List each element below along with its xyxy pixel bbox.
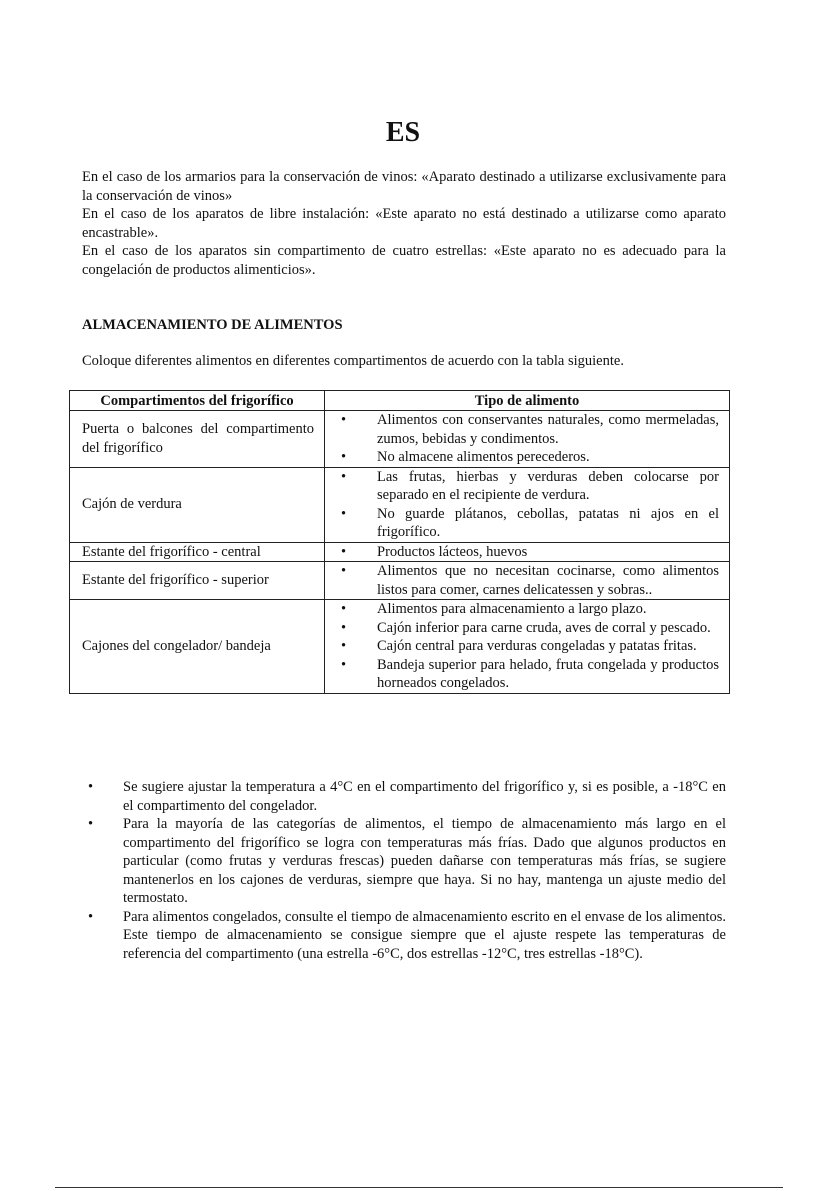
food-item: • Cajón inferior para carne cruda, aves de corral y pescado. <box>325 619 719 638</box>
food-cell <box>325 411 730 468</box>
note-frozen-food: • Para alimentos congelados, consulte el tiempo de almacenamiento escrito en el envase de los alimentos. Este tiempo de almacenamiento se consigue siempre que el ajuste respete las temperaturas de referencia del compartimento (una estrella -6°C, dos estrellas -12°C, tres estrellas -18°C). <box>82 908 726 964</box>
food-item: • No guarde plátanos, cebollas, patatas ni ajos en el frigorífico. <box>325 505 719 542</box>
language-code: ES <box>385 117 421 148</box>
intro-paragraphs <box>82 168 726 279</box>
table-header-row <box>70 391 730 411</box>
food-item: • Alimentos con conservantes naturales, como mermeladas, zumos, bebidas y condimentos. <box>325 411 719 448</box>
food-item: • Productos lácteos, huevos <box>325 543 719 562</box>
food-cell <box>325 467 730 542</box>
table-row <box>70 562 730 600</box>
intro-freestanding: En el caso de los aparatos de libre instalación: «Este aparato no está destinado a utilizarse como aparato encastrable». <box>82 206 726 241</box>
table-row <box>70 542 730 562</box>
note-storage-time: • Para la mayoría de las categorías de alimentos, el tiempo de almacenamiento más largo en el compartimento del frigorífico se logra con temperaturas más frías. Dado que algunos productos en particular (como frutas y verduras frescas) pueden dañarse con temperaturas más frías, se sugiere mantenerlos en los cajones de verduras, siempre que haya. Si no hay, mantenga un ajuste medio del termostato. <box>82 815 726 908</box>
table-row <box>70 411 730 468</box>
compartment-cell: Puerta o balcones del compartimento del frigorífico <box>70 411 325 468</box>
food-item: • No almacene alimentos perecederos. <box>325 448 719 467</box>
food-item: • Cajón central para verduras congeladas y patatas fritas. <box>325 637 719 656</box>
section-title: ALMACENAMIENTO DE ALIMENTOS <box>82 317 343 333</box>
storage-notes <box>82 778 726 963</box>
table-row <box>70 600 730 694</box>
compartment-cell: Cajones del congelador/ bandeja <box>70 600 325 694</box>
food-cell <box>325 542 730 562</box>
section-instruction: Coloque diferentes alimentos en diferentes compartimentos de acuerdo con la tabla siguiente. <box>82 353 624 369</box>
intro-no-four-star: En el caso de los aparatos sin compartimento de cuatro estrellas: «Este aparato no es adecuado para la congelación de productos alimenticios». <box>82 243 726 278</box>
food-cell <box>325 562 730 600</box>
compartment-cell: Estante del frigorífico - superior <box>70 562 325 600</box>
food-item: • Alimentos que no necesitan cocinarse, como alimentos listos para comer, carnes delicatessen y sobras.. <box>325 562 719 599</box>
intro-wine-cabinets: En el caso de los armarios para la conservación de vinos: «Aparato destinado a utilizarse exclusivamente para la conservación de vinos» <box>82 169 726 204</box>
food-item: • Bandeja superior para helado, fruta congelada y productos horneados congelados. <box>325 656 719 693</box>
compartment-cell: Cajón de verdura <box>70 467 325 542</box>
compartment-cell: Estante del frigorífico - central <box>70 542 325 562</box>
note-temperature: • Se sugiere ajustar la temperatura a 4°C en el compartimento del frigorífico y, si es posible, a -18°C en el compartimento del congelador. <box>82 778 726 815</box>
table-row <box>70 467 730 542</box>
food-storage-table <box>69 390 730 694</box>
header-food-type: Tipo de alimento <box>325 391 730 411</box>
header-compartments: Compartimentos del frigorífico <box>70 391 325 411</box>
food-item: • Alimentos para almacenamiento a largo plazo. <box>325 600 719 619</box>
food-item: • Las frutas, hierbas y verduras deben colocarse por separado en el recipiente de verdura. <box>325 468 719 505</box>
footer-divider <box>55 1187 783 1188</box>
food-cell <box>325 600 730 694</box>
